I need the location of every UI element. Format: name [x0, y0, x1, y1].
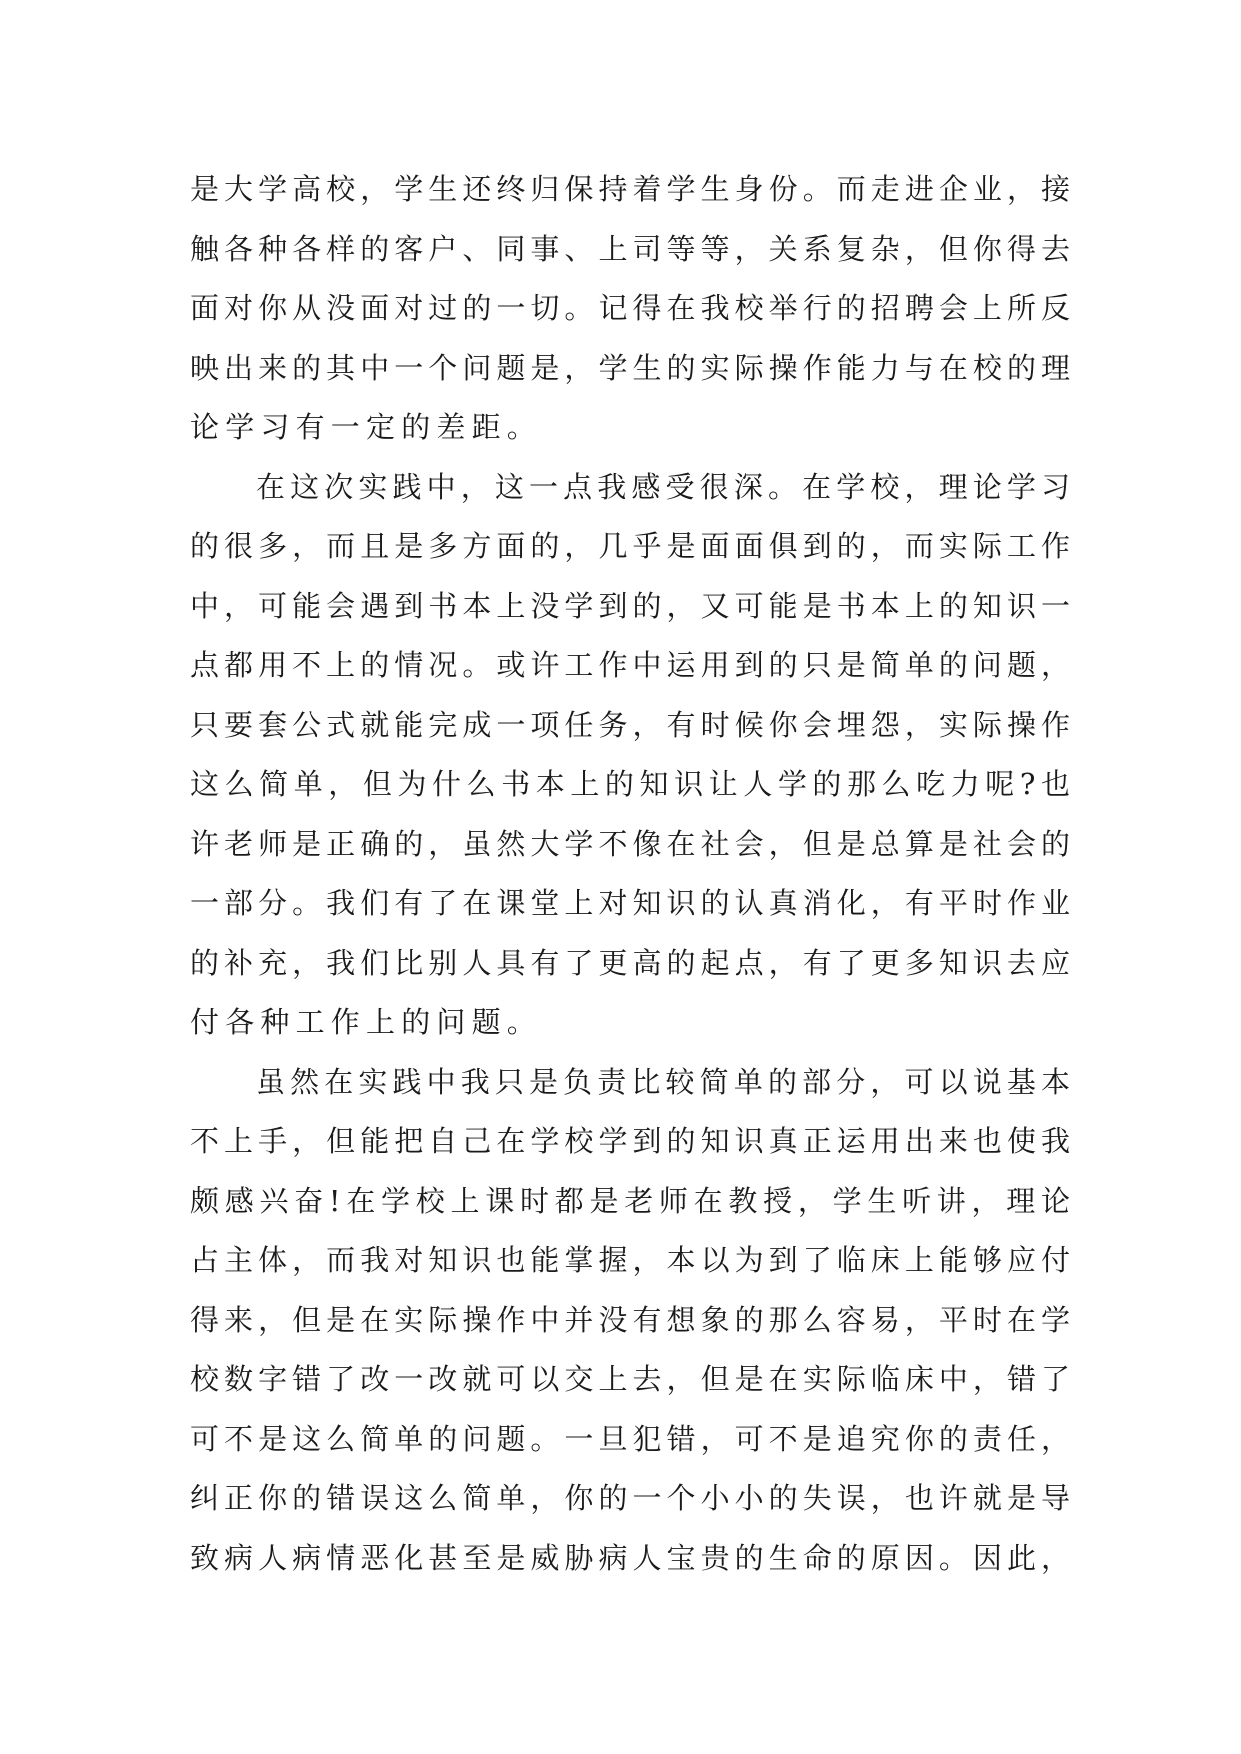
- text-line: 得来，但是在实际操作中并没有想象的那么容易，平时在学: [190, 1302, 1070, 1337]
- text-line: 映出来的其中一个问题是，学生的实际操作能力与在校的理: [190, 350, 1070, 385]
- paragraph-first-line: 虽然在实践中我只是负责比较简单的部分，可以说基本: [256, 1064, 1070, 1099]
- text-line: 论学习有一定的差距。: [190, 410, 543, 444]
- text-line: 付各种工作上的问题。: [190, 1005, 543, 1039]
- text-line: 可不是这么简单的问题。一旦犯错，可不是追究你的责任，: [190, 1421, 1070, 1456]
- text-line: 许老师是正确的，虽然大学不像在社会，但是总算是社会的: [190, 826, 1070, 861]
- text-line: 触各种各样的客户、同事、上司等等，关系复杂，但你得去: [190, 231, 1070, 266]
- text-line: 的很多，而且是多方面的，几乎是面面俱到的，而实际工作: [190, 529, 1070, 563]
- text-line: 面对你从没面对过的一切。记得在我校举行的招聘会上所反: [190, 291, 1070, 325]
- text-line: 中，可能会遇到书本上没学到的，又可能是书本上的知识一: [190, 588, 1070, 623]
- text-line: 占主体，而我对知识也能掌握，本以为到了临床上能够应付: [190, 1243, 1070, 1277]
- text-line: 纠正你的错误这么简单，你的一个小小的失误，也许就是导: [190, 1481, 1070, 1515]
- text-line: 只要套公式就能完成一项任务，有时候你会埋怨，实际操作: [190, 707, 1070, 742]
- text-line: 一部分。我们有了在课堂上对知识的认真消化，有平时作业: [190, 886, 1070, 920]
- text-line: 这么简单，但为什么书本上的知识让人学的那么吃力呢?也: [190, 767, 1070, 801]
- text-line: 的补充，我们比别人具有了更高的起点，有了更多知识去应: [190, 945, 1070, 980]
- paragraph-first-line: 在这次实践中，这一点我感受很深。在学校，理论学习: [256, 469, 1070, 504]
- text-line: 不上手，但能把自己在学校学到的知识真正运用出来也使我: [190, 1124, 1070, 1158]
- text-line: 校数字错了改一改就可以交上去，但是在实际临床中，错了: [190, 1362, 1070, 1396]
- text-line: 是大学高校，学生还终归保持着学生身份。而走进企业，接: [190, 172, 1070, 206]
- text-line: 致病人病情恶化甚至是威胁病人宝贵的生命的原因。因此，: [190, 1540, 1070, 1575]
- text-line: 颇感兴奋!在学校上课时都是老师在教授，学生听讲，理论: [190, 1183, 1070, 1218]
- text-line: 点都用不上的情况。或许工作中运用到的只是简单的问题，: [190, 648, 1070, 682]
- body-text: [190, 160, 1070, 1588]
